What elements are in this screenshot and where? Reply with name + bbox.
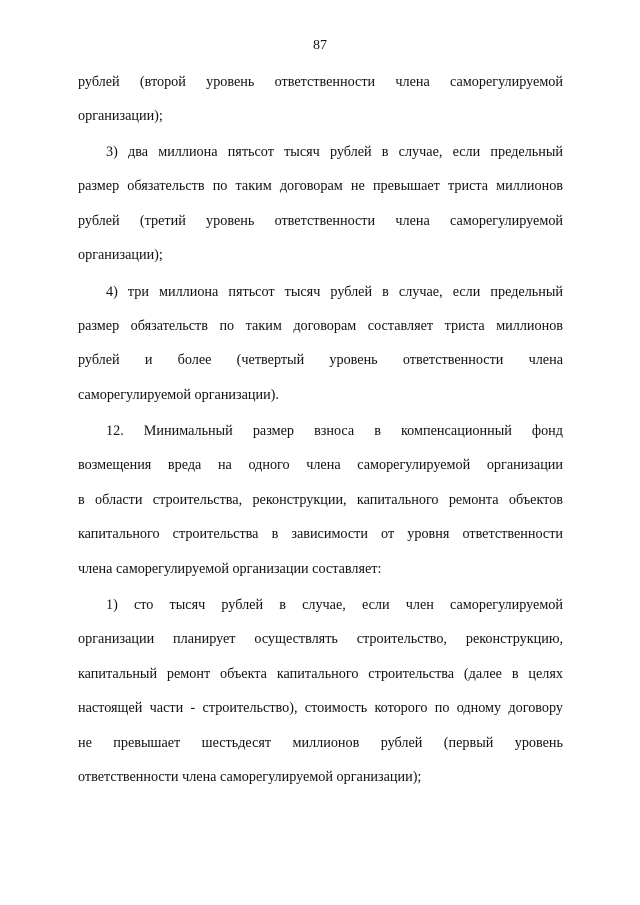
text-line: саморегулируемой организации). [78, 387, 279, 403]
text-line: капитального строительства в зависимости от уровня ответственности [78, 526, 563, 542]
text-line: 1) сто тысяч рублей в случае, если член саморегулируемой [106, 597, 563, 613]
text-line: возмещения вреда на одного члена саморегулируемой организации [78, 457, 563, 473]
text-line: 4) три миллиона пятьсот тысяч рублей в случае, если предельный [106, 284, 563, 300]
text-line: рублей (третий уровень ответственности члена саморегулируемой [78, 213, 563, 229]
text-line: не превышает шестьдесят миллионов рублей (первый уровень [78, 735, 563, 751]
text-line: организации планирует осуществлять строительство, реконструкцию, [78, 631, 563, 647]
text-line: размер обязательств по таким договорам составляет триста миллионов [78, 318, 563, 334]
text-line: организации); [78, 108, 163, 124]
text-line: 3) два миллиона пятьсот тысяч рублей в случае, если предельный [106, 144, 563, 160]
text-line: рублей и более (четвертый уровень ответственности члена [78, 352, 563, 368]
text-line: настоящей части - строительство), стоимость которого по одному договору [78, 700, 563, 716]
text-line: размер обязательств по таким договорам не превышает триста миллионов [78, 178, 563, 194]
text-line: в области строительства, реконструкции, капитального ремонта объектов [78, 492, 563, 508]
text-line: члена саморегулируемой организации составляет: [78, 561, 382, 577]
text-line: 12. Минимальный размер взноса в компенсационный фонд [106, 423, 563, 439]
text-line: ответственности члена саморегулируемой организации); [78, 769, 422, 785]
text-line: рублей (второй уровень ответственности члена саморегулируемой [78, 74, 563, 90]
page-number: 87 [313, 38, 327, 53]
text-line: организации); [78, 247, 163, 263]
text-line: капитальный ремонт объекта капитального строительства (далее в целях [78, 666, 563, 682]
